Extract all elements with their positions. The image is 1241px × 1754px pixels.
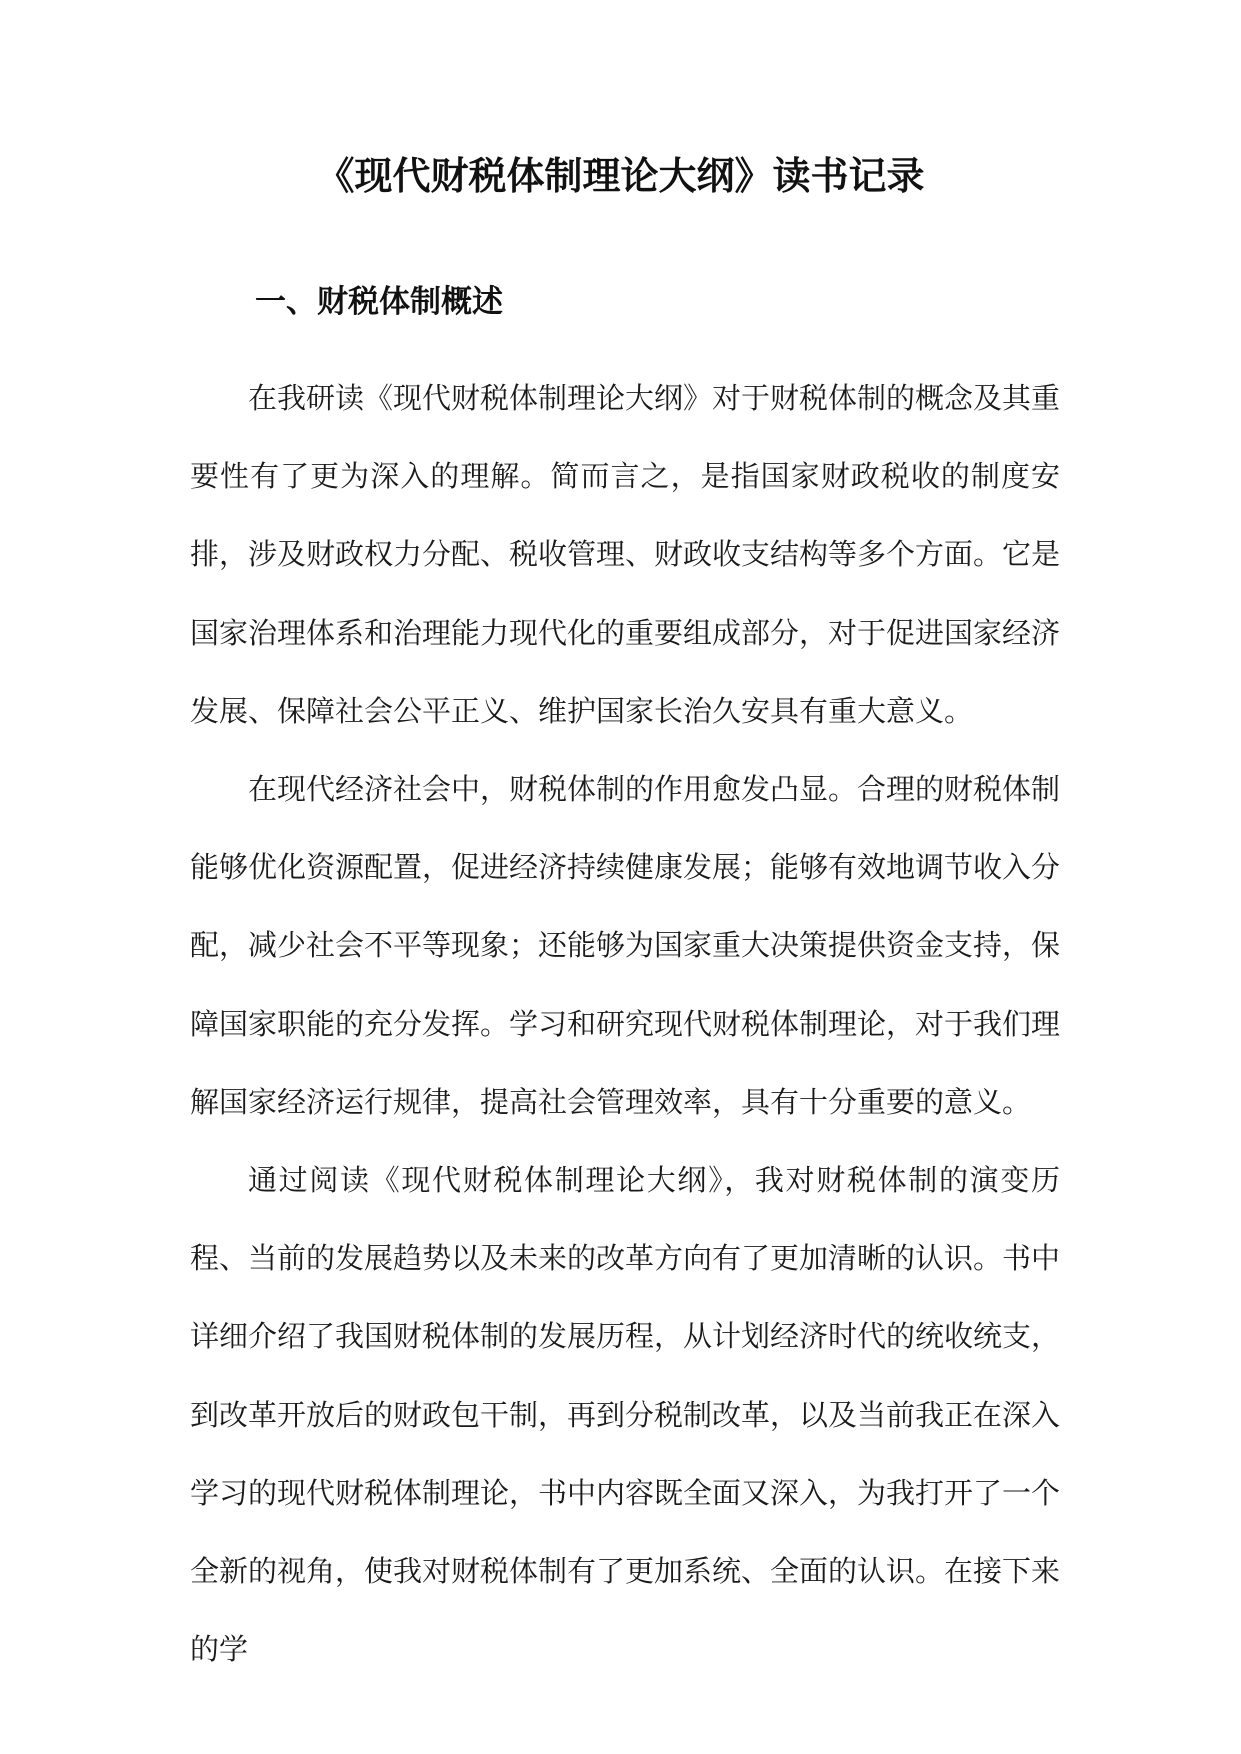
document-title: 《现代财税体制理论大纲》读书记录 bbox=[316, 154, 925, 198]
paragraph: 在我研读《现代财税体制理论大纲》对于财税体制的概念及其重要性有了更为深入的理解。简而言之，是指国家财政税收的制度安排，涉及财政权力分配、税收管理、财政收支结构等多个方面。它是国家治理体系和治理能力现代化的重要组成部分，对于促进国家经济发展、保障社会公平正义、维护国家长治久安具有重大意义。 bbox=[190, 381, 1061, 728]
paragraph: 在现代经济社会中，财税体制的作用愈发凸显。合理的财税体制能够优化资源配置，促进经济持续健康发展；能够有效地调节收入分配，减少社会不平等现象；还能够为国家重大决策提供资金支持，保障国家职能的充分发挥。学习和研究现代财税体制理论，对于我们理解国家经济运行规律，提高社会管理效率，具有十分重要的意义。 bbox=[190, 772, 1061, 1119]
document-body bbox=[190, 359, 1060, 1688]
section-heading: 一、财税体制概述 bbox=[255, 284, 503, 320]
paragraph: 通过阅读《现代财税体制理论大纲》，我对财税体制的演变历程、当前的发展趋势以及未来的改革方向有了更加清晰的认识。书中详细介绍了我国财税体制的发展历程，从计划经济时代的统收统支，到改革开放后的财政包干制，再到分税制改革，以及当前我正在深入学习的现代财税体制理论，书中内容既全面又深入，为我打开了一个全新的视角，使我对财税体制有了更加系统、全面的认识。在接下来的学 bbox=[190, 1163, 1061, 1667]
